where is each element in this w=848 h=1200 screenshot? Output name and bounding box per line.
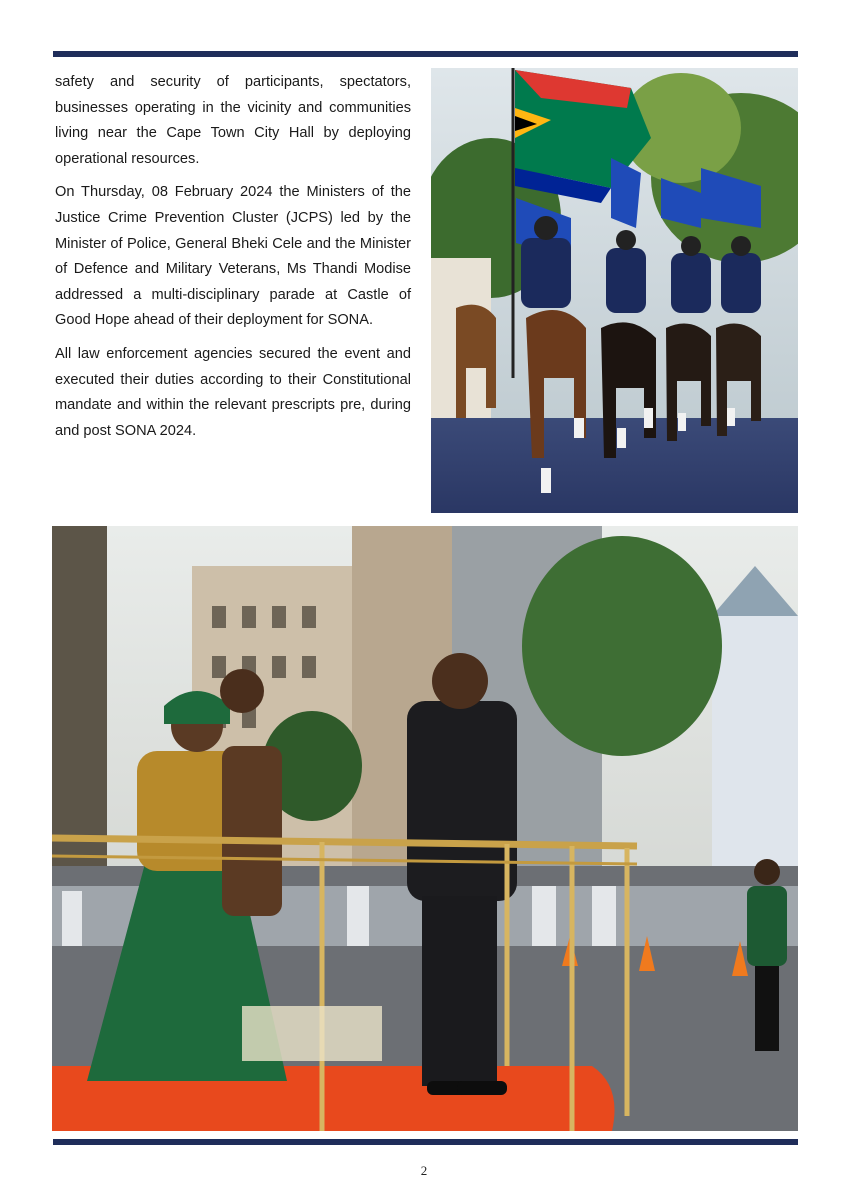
- dignitaries-platform-photo: [52, 526, 798, 1131]
- bottom-rule: [53, 1139, 798, 1145]
- body-text-column: [55, 70, 411, 452]
- paragraph-1: safety and security of participants, spectators, businesses operating in the vicinity and communities living near the Cape Town City Hall by deploying operational resources.: [55, 74, 411, 167]
- page-number: 2: [420, 1163, 428, 1178]
- top-rule: [53, 51, 798, 57]
- mounted-parade-photo: [431, 68, 798, 513]
- paragraph-3: All law enforcement agencies secured the event and executed their duties according to their Constitutional mandate and within the relevant prescripts pre, during and post SONA 2024.: [55, 345, 411, 439]
- paragraph-2: On Thursday, 08 February 2024 the Ministers of the Justice Crime Prevention Cluster (JCPS) led by the Minister of Police, General Bheki Cele and the Minister of Defence and Military Veterans, Ms Thandi Modise addressed a multi-disciplinary parade at Castle of Good Hope ahead of their deployment for SONA.: [55, 184, 411, 329]
